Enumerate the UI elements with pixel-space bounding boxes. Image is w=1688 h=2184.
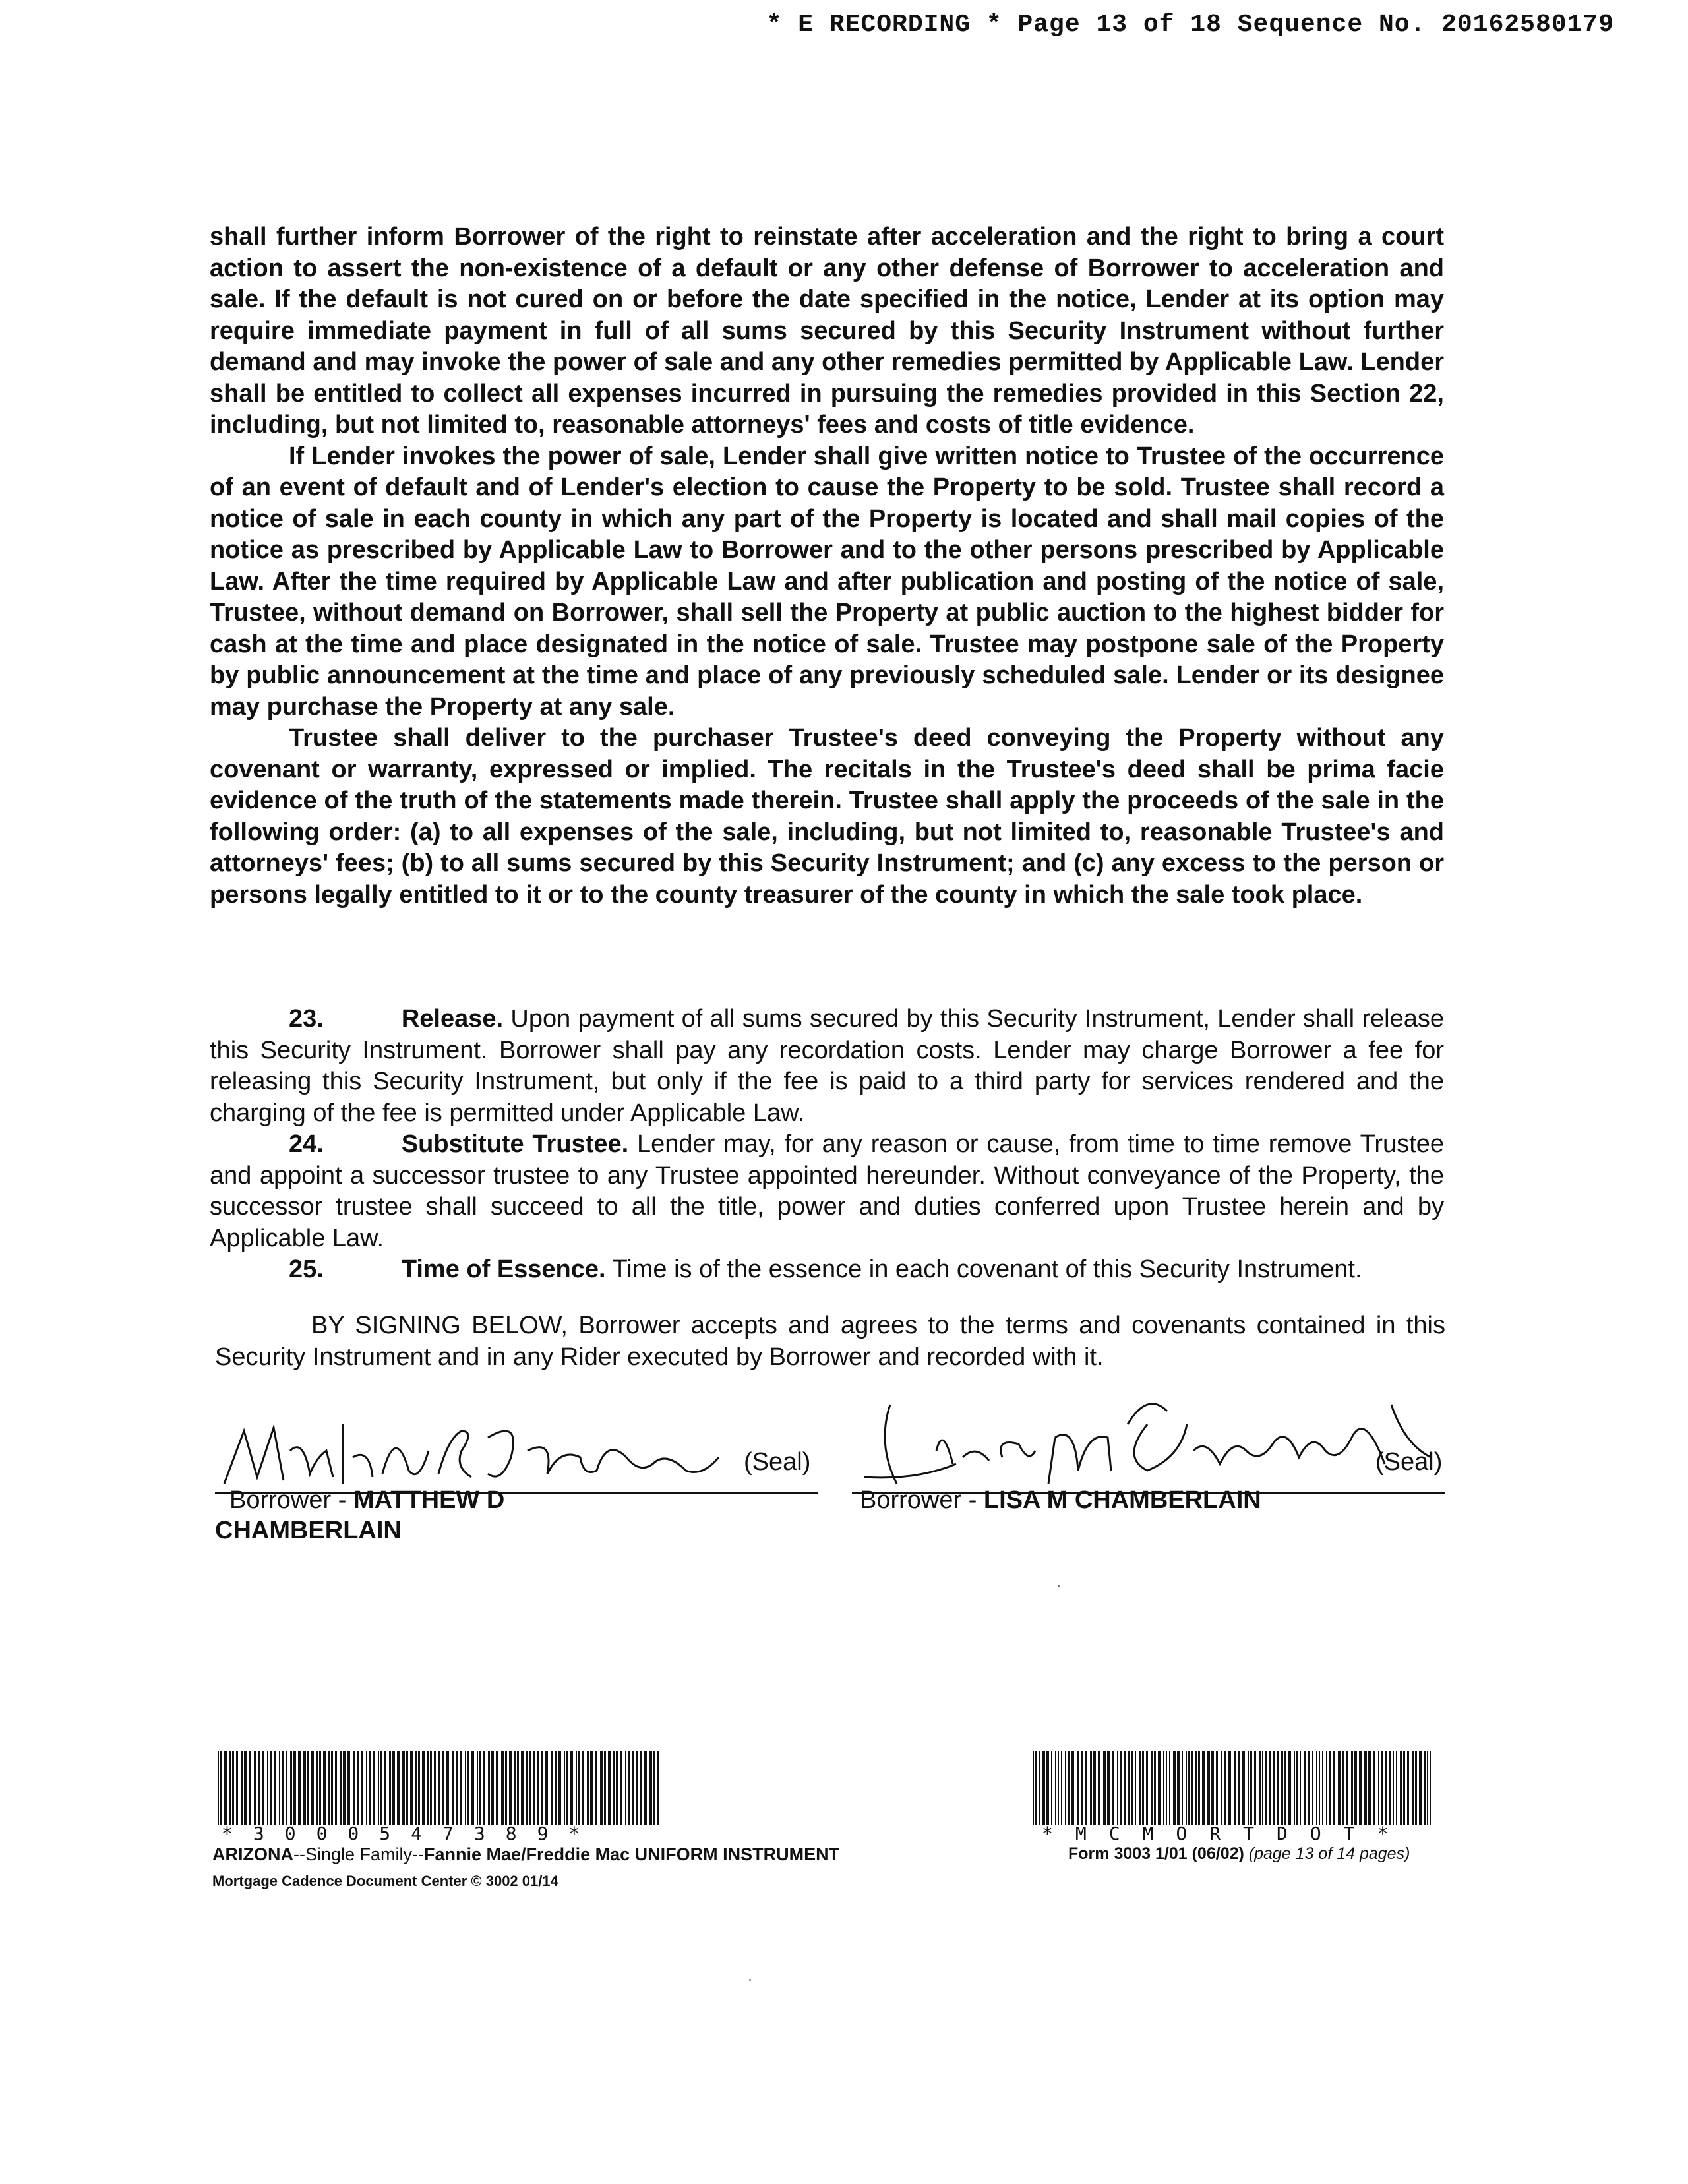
barcode-bar xyxy=(1389,1751,1391,1825)
barcode-bar xyxy=(378,1751,379,1825)
barcode-bar xyxy=(1346,1751,1348,1825)
instrument-title: Fannie Mae/Freddie Mac UNIFORM INSTRUMENT xyxy=(424,1844,840,1864)
barcode-bar xyxy=(249,1751,251,1825)
barcode-bar xyxy=(267,1751,268,1825)
barcode-bar xyxy=(1242,1751,1245,1825)
barcode-bar xyxy=(316,1751,318,1825)
barcode-bar xyxy=(555,1751,557,1825)
barcode-bar xyxy=(1396,1751,1397,1825)
barcode-bar xyxy=(343,1751,346,1825)
barcode-bar xyxy=(392,1751,395,1825)
barcode-bar xyxy=(509,1751,512,1825)
barcode-bar xyxy=(1259,1751,1261,1825)
barcode-bar xyxy=(644,1751,647,1825)
barcode-bar xyxy=(1090,1751,1092,1825)
barcode-bar xyxy=(427,1751,429,1825)
signature-lisa-chamberlain xyxy=(837,1385,1444,1497)
barcode-bar xyxy=(1403,1751,1405,1825)
barcode-bar xyxy=(422,1751,425,1825)
barcode-bar xyxy=(335,1751,337,1825)
barcode-bar xyxy=(452,1751,454,1825)
barcode-bar xyxy=(270,1751,272,1825)
barcode-bar xyxy=(1081,1751,1083,1825)
barcode-bar xyxy=(465,1751,466,1825)
barcode-bar xyxy=(1142,1751,1144,1825)
barcode-bar xyxy=(483,1751,485,1825)
barcode-bar xyxy=(1359,1751,1362,1825)
barcode-bar xyxy=(1400,1751,1402,1825)
section-24 xyxy=(210,1129,1444,1254)
barcode-bar xyxy=(649,1751,652,1825)
barcode-bar xyxy=(1412,1751,1414,1825)
barcode-bar xyxy=(279,1751,280,1825)
form-info xyxy=(1068,1844,1410,1864)
barcode-bar xyxy=(1224,1751,1226,1825)
barcode-bar xyxy=(564,1751,565,1825)
barcode-bar xyxy=(529,1751,531,1825)
barcode-bar xyxy=(218,1751,219,1825)
borrower-role-left: Borrower - xyxy=(229,1486,353,1514)
barcode-bar xyxy=(1128,1751,1130,1825)
barcode-bar xyxy=(397,1751,400,1825)
barcode-bar xyxy=(369,1751,371,1825)
section-25-number: 25. xyxy=(289,1256,324,1283)
barcode-bar xyxy=(1329,1751,1331,1825)
barcode-bar xyxy=(229,1751,231,1825)
barcode-bar xyxy=(657,1751,659,1825)
barcode-bar xyxy=(1342,1751,1344,1825)
barcode-bar xyxy=(1430,1751,1431,1825)
barcode-bar xyxy=(501,1751,504,1825)
barcode-bar xyxy=(477,1751,478,1825)
barcode-bar xyxy=(636,1751,638,1825)
document-center: Mortgage Cadence Document Center © 3002 01/14 xyxy=(212,1873,558,1889)
barcode-bar xyxy=(551,1751,553,1825)
barcode-bar xyxy=(1338,1751,1341,1825)
barcode-bar xyxy=(496,1751,498,1825)
barcode-bar xyxy=(232,1751,234,1825)
barcode-bar xyxy=(286,1751,287,1825)
barcode-right-text: *MCMORTDOT* xyxy=(1042,1823,1411,1844)
barcode-bar xyxy=(1124,1751,1126,1825)
barcode-bar xyxy=(1103,1751,1106,1825)
section-25-title: Time of Essence. xyxy=(401,1256,606,1283)
barcode-bar xyxy=(1228,1751,1231,1825)
barcode-bar xyxy=(1250,1751,1252,1825)
barcode-bar xyxy=(471,1751,474,1825)
recording-header: * E RECORDING * Page 13 of 18 Sequence No. 20162580179 xyxy=(766,11,1614,39)
barcode-bar xyxy=(1191,1751,1193,1825)
barcode-bar xyxy=(505,1751,507,1825)
paragraph-continuation: shall further inform Borrower of the right to reinstate after acceleration and the right to bring a court action to assert the non-existence of a default or any other defense of Borrower to acceleration and sale. If the default is not cured on or before the date specified in the notice, Lender at its option may require immediate payment in full of all sums secured by this Security Instrument without further demand and may invoke the power of sale and any other remedies permitted by Applicable Law. Lender shall be entitled to collect all expenses incurred in pursuing the remedies provided in this Section 22, including, but not limited to, reasonable attorneys' fees and costs of title evidence. xyxy=(210,223,1444,439)
barcode-bar xyxy=(566,1751,568,1825)
barcode-bar xyxy=(1262,1751,1263,1825)
barcode-bar xyxy=(1277,1751,1279,1825)
barcode-bar xyxy=(389,1751,391,1825)
barcode-bar xyxy=(1288,1751,1291,1825)
barcode-bar xyxy=(1296,1751,1298,1825)
section-23 xyxy=(210,1004,1444,1129)
barcode-bar xyxy=(1198,1751,1200,1825)
section-23-text: Upon payment of all sums secured by this Security Instrument, Lender shall release this Security Instrument. Borrower shall pay any recordation costs. Lender may charge Borrower a fee for releasing this Security Instrument, but only if the fee is paid to a third party for services rendered and the charging of the fee is permitted under Applicable Law. xyxy=(210,1005,1445,1127)
barcode-bar xyxy=(1281,1751,1283,1825)
section-24-number: 24. xyxy=(289,1130,324,1158)
barcode-bar xyxy=(1151,1751,1153,1825)
barcode-bar xyxy=(244,1751,247,1825)
barcode-bar xyxy=(236,1751,238,1825)
borrower-label-right xyxy=(860,1485,1261,1515)
barcode-bar xyxy=(1177,1751,1180,1825)
barcode-bar xyxy=(1131,1751,1133,1825)
barcode-bar xyxy=(1158,1751,1160,1825)
barcode-bar xyxy=(415,1751,417,1825)
signing-statement: BY SIGNING BELOW, Borrower accepts and agrees to the terms and covenants contained in this Security Instrument and in any Rider executed by Borrower and recorded with it. xyxy=(215,1312,1445,1371)
section-24-text: Lender may, for any reason or cause, from time to time remove Trustee and appoint a successor trustee to any Trustee appointed hereunder. Without conveyance of the Property, the successor trustee shall succeed to all the title, power and duties conferred upon Trustee herein and by Applicable Law. xyxy=(210,1130,1444,1252)
barcode-bar xyxy=(628,1751,630,1825)
barcode-bar xyxy=(1238,1751,1240,1825)
barcode-bar xyxy=(613,1751,615,1825)
barcode-bar xyxy=(366,1751,367,1825)
page-info: (page 13 of 14 pages) xyxy=(1248,1844,1410,1863)
barcode-bar xyxy=(1169,1751,1170,1825)
barcode-bar xyxy=(434,1751,436,1825)
barcode-bar xyxy=(1166,1751,1167,1825)
barcode-bar xyxy=(446,1751,449,1825)
barcode-bar xyxy=(1071,1751,1074,1825)
barcode-bar xyxy=(1085,1751,1087,1825)
barcode-bar xyxy=(1042,1751,1045,1825)
instrument-line xyxy=(212,1844,839,1865)
barcode-bar xyxy=(491,1751,494,1825)
barcode-bar xyxy=(1407,1751,1409,1825)
barcode-bar xyxy=(653,1751,655,1825)
barcode-bar xyxy=(1308,1751,1310,1825)
barcode-bar xyxy=(1304,1751,1306,1825)
barcode-bar xyxy=(1234,1751,1236,1825)
barcode-bar xyxy=(290,1751,292,1825)
barcode-bar xyxy=(1207,1751,1210,1825)
barcode-bar xyxy=(578,1751,580,1825)
barcode-bar xyxy=(430,1751,432,1825)
barcode-bar xyxy=(526,1751,528,1825)
barcode-bar xyxy=(576,1751,577,1825)
barcode-bar xyxy=(537,1751,539,1825)
barcode-bar xyxy=(353,1751,355,1825)
barcode-bar xyxy=(1035,1751,1037,1825)
instrument-state: ARIZONA xyxy=(212,1844,293,1864)
barcode-bar xyxy=(319,1751,321,1825)
barcode-bar xyxy=(1154,1751,1156,1825)
barcode-bar xyxy=(460,1751,462,1825)
barcode-bar xyxy=(1254,1751,1256,1825)
barcode-bar xyxy=(608,1751,611,1825)
barcode-bar xyxy=(640,1751,642,1825)
barcode-bar xyxy=(1186,1751,1187,1825)
barcode-bar xyxy=(570,1751,573,1825)
barcode-bar xyxy=(1182,1751,1183,1825)
barcode-bar xyxy=(1216,1751,1218,1825)
seal-right: (Seal) xyxy=(1375,1448,1443,1476)
section-25-text: Time is of the essence in each covenant of this Security Instrument. xyxy=(612,1256,1362,1283)
barcode-bar xyxy=(1211,1751,1214,1825)
barcode-bar xyxy=(323,1751,326,1825)
barcode-bar xyxy=(262,1751,264,1825)
barcode-bar xyxy=(1351,1751,1353,1825)
barcode-bar xyxy=(1364,1751,1367,1825)
barcode-bar xyxy=(1221,1751,1222,1825)
barcode-bar xyxy=(1046,1751,1049,1825)
barcode-bar xyxy=(241,1751,243,1825)
barcode-bar xyxy=(1163,1751,1164,1825)
barcode-bar xyxy=(1117,1751,1118,1825)
barcode-bar xyxy=(1055,1751,1056,1825)
barcode-bar xyxy=(582,1751,584,1825)
barcode-bar xyxy=(545,1751,548,1825)
numbered-sections xyxy=(210,1004,1444,1286)
barcode-bar xyxy=(1039,1751,1040,1825)
barcode-bar xyxy=(488,1751,490,1825)
barcode-bar xyxy=(224,1751,227,1825)
borrower-name-left-line1: MATTHEW D xyxy=(353,1486,505,1514)
barcode-bar xyxy=(1051,1751,1052,1825)
barcode-left xyxy=(218,1751,659,1825)
barcode-bar xyxy=(590,1751,593,1825)
barcode-bar xyxy=(1248,1751,1249,1825)
borrower-label-left xyxy=(229,1485,504,1515)
barcode-bar xyxy=(1269,1751,1271,1825)
instrument-type: --Single Family-- xyxy=(293,1844,425,1864)
barcode-bar xyxy=(1033,1751,1034,1825)
barcode-bar xyxy=(1316,1751,1317,1825)
signature-matthew-chamberlain xyxy=(211,1411,758,1497)
barcode-bar xyxy=(479,1751,481,1825)
barcode-bar xyxy=(1322,1751,1323,1825)
barcode-bar xyxy=(1273,1751,1275,1825)
seal-left: (Seal) xyxy=(744,1448,811,1476)
barcode-left-text: *3000547389* xyxy=(222,1823,601,1844)
barcode-bar xyxy=(1326,1751,1327,1825)
barcode-bar xyxy=(1419,1751,1422,1825)
barcode-bar xyxy=(1077,1751,1079,1825)
paragraph-trustee-deed: Trustee shall deliver to the purchaser Trustee's deed conveying the Property without any covenant or warranty, expressed or implied. The recitals in the Trustee's deed shall be prima facie evidence of the truth of the statements made therein. Trustee shall apply the proceeds of the sale in the following order: (a) to all expenses of the sale, including, but not limited to, reasonable Trustee's and attorneys' fees; (b) to all sums secured by this Security Instrument; and (c) any excess to the person or persons legally entitled to it or to the county treasurer of the county in which the sale took place. xyxy=(210,724,1444,909)
barcode-bar xyxy=(282,1751,284,1825)
barcode-bar xyxy=(587,1751,589,1825)
barcode-bar xyxy=(1312,1751,1313,1825)
barcode-bar xyxy=(418,1751,420,1825)
barcode-bar xyxy=(1300,1751,1301,1825)
barcode-bar xyxy=(402,1751,405,1825)
barcode-bar xyxy=(1202,1751,1205,1825)
barcode-bar xyxy=(384,1751,386,1825)
barcode-bar xyxy=(254,1751,256,1825)
section-24-title: Substitute Trustee. xyxy=(401,1130,629,1158)
barcode-bar xyxy=(595,1751,597,1825)
section-23-title: Release. xyxy=(401,1005,504,1033)
barcode-bar xyxy=(311,1751,314,1825)
borrower-name-left-line2: CHAMBERLAIN xyxy=(215,1517,402,1544)
barcode-bar xyxy=(456,1751,458,1825)
barcode-bar xyxy=(406,1751,408,1825)
barcode-bar xyxy=(303,1751,306,1825)
barcode-bar xyxy=(340,1751,342,1825)
barcode-bar xyxy=(442,1751,444,1825)
barcode-bar xyxy=(1393,1751,1394,1825)
section-25 xyxy=(210,1254,1444,1286)
barcode-bar xyxy=(604,1751,606,1825)
barcode-bar xyxy=(616,1751,618,1825)
barcode-bar xyxy=(1378,1751,1379,1825)
barcode-bar xyxy=(1061,1751,1062,1825)
barcode-bar xyxy=(1058,1751,1059,1825)
barcode-bar xyxy=(1354,1751,1357,1825)
barcode-bar xyxy=(620,1751,622,1825)
barcode-bar xyxy=(380,1751,382,1825)
barcode-bar xyxy=(410,1751,413,1825)
form-number: Form 3003 1/01 (06/02) xyxy=(1068,1844,1244,1863)
borrower-role-right: Borrower - xyxy=(860,1486,984,1514)
barcode-bar xyxy=(1068,1751,1070,1825)
barcode-bar xyxy=(533,1751,535,1825)
barcode-bar xyxy=(1107,1751,1110,1825)
barcode-bar xyxy=(307,1751,309,1825)
scan-speck xyxy=(1058,1585,1060,1587)
barcode-bar xyxy=(1427,1751,1428,1825)
barcode-bar xyxy=(1065,1751,1066,1825)
barcode-bar xyxy=(1093,1751,1096,1825)
barcode-bar xyxy=(1135,1751,1136,1825)
barcode-bar xyxy=(1373,1751,1375,1825)
barcode-bar xyxy=(1381,1751,1383,1825)
barcode-bar xyxy=(1284,1751,1286,1825)
barcode-bar xyxy=(1265,1751,1267,1825)
barcode-bar xyxy=(1415,1751,1417,1825)
barcode-bar xyxy=(1195,1751,1197,1825)
barcode-bar xyxy=(220,1751,222,1825)
barcode-bar xyxy=(1188,1751,1190,1825)
barcode-bar xyxy=(1112,1751,1114,1825)
barcode-bar xyxy=(600,1751,603,1825)
barcode-bar xyxy=(1294,1751,1295,1825)
barcode-bar xyxy=(467,1751,469,1825)
barcode-bar xyxy=(258,1751,260,1825)
document-body xyxy=(210,222,1444,911)
barcode-right xyxy=(1033,1751,1431,1825)
barcode-bar xyxy=(541,1751,543,1825)
barcode-bar xyxy=(293,1751,296,1825)
barcode-bar xyxy=(1120,1751,1122,1825)
barcode-bar xyxy=(1385,1751,1387,1825)
barcode-bar xyxy=(625,1751,626,1825)
barcode-bar xyxy=(347,1751,350,1825)
barcode-bar xyxy=(331,1751,333,1825)
barcode-bar xyxy=(1368,1751,1371,1825)
barcode-bar xyxy=(298,1751,301,1825)
barcode-bar xyxy=(328,1751,330,1825)
barcode-bar xyxy=(517,1751,519,1825)
barcode-bar xyxy=(632,1751,634,1825)
barcode-bar xyxy=(438,1751,440,1825)
barcode-bar xyxy=(361,1751,363,1825)
barcode-bar xyxy=(521,1751,524,1825)
barcode-bar xyxy=(1139,1751,1141,1825)
barcode-bar xyxy=(1424,1751,1426,1825)
barcode-bar xyxy=(1146,1751,1148,1825)
scan-speck xyxy=(749,1979,751,1981)
barcode-bar xyxy=(274,1751,276,1825)
paragraph-power-of-sale: If Lender invokes the power of sale, Lender shall give written notice to Trustee of the occurrence of an event of default and of Lender's election to cause the Property to be sold. Trustee shall record a notice of sale in each county in which any part of the Property is located and shall mail copies of the notice as prescribed by Applicable Law to Borrower and to the other persons prescribed by Applicable Law. After the time required by Applicable Law and after publication and posting of the notice of sale, Trustee, without demand on Borrower, shall sell the Property at public auction to the highest bidder for cash at the time and place designated in the notice of sale. Trustee may postpone sale of the Property by public announcement at the time and place of any previously scheduled sale. Lender or its designee may purchase the Property at any sale. xyxy=(210,442,1444,721)
barcode-bar xyxy=(514,1751,516,1825)
barcode-bar xyxy=(1098,1751,1100,1825)
section-23-number: 23. xyxy=(289,1005,324,1033)
barcode-bar xyxy=(558,1751,561,1825)
barcode-bar xyxy=(1319,1751,1320,1825)
barcode-bar xyxy=(373,1751,375,1825)
barcode-bar xyxy=(357,1751,359,1825)
barcode-bar xyxy=(1173,1751,1176,1825)
barcode-bar xyxy=(1333,1751,1335,1825)
borrower-name-right: LISA M CHAMBERLAIN xyxy=(983,1486,1261,1514)
